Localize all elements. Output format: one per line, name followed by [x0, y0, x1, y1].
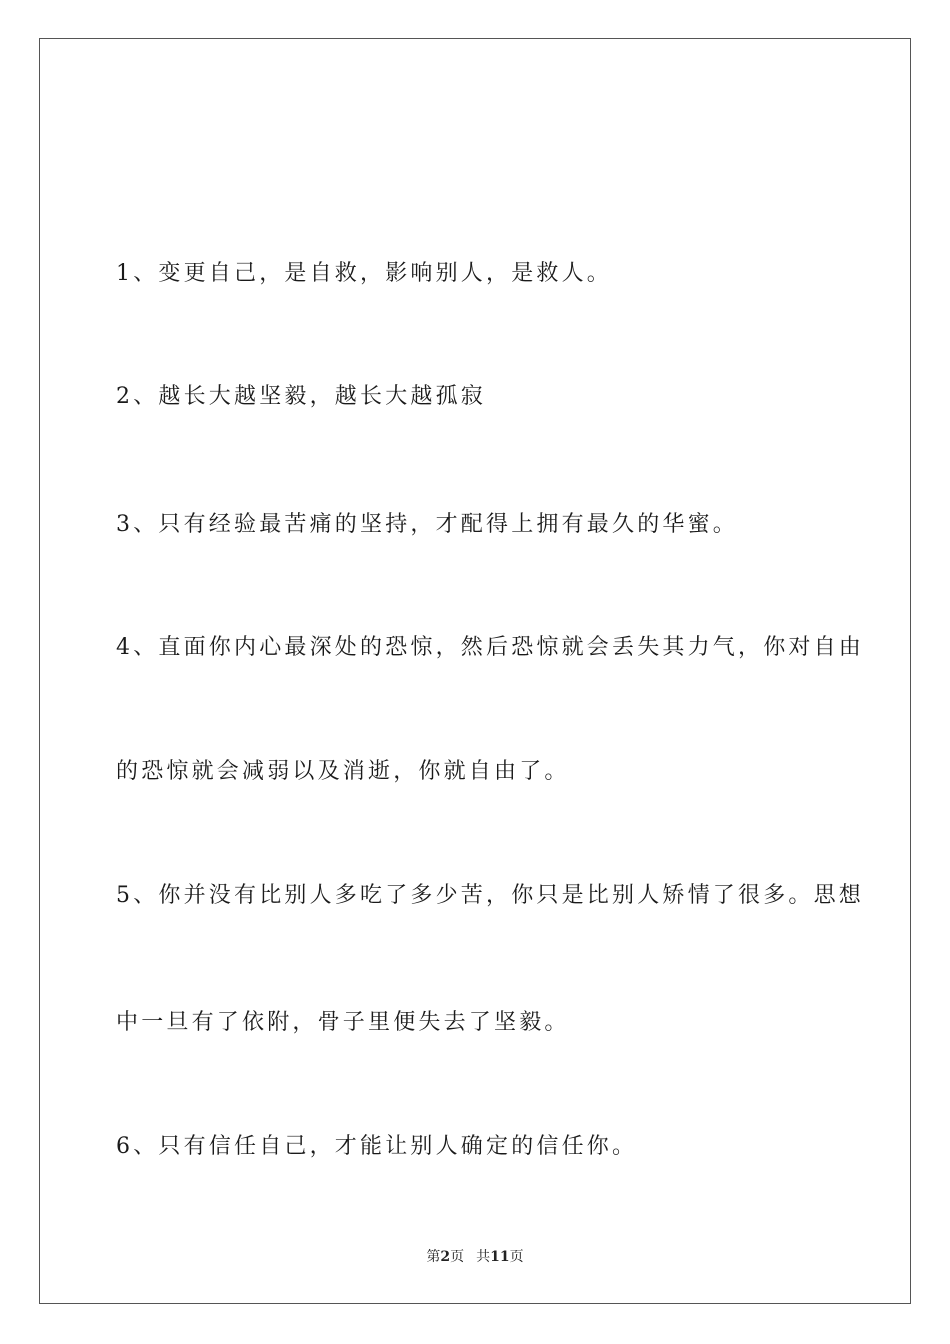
- text-line-2: 2、越长大越坚毅，越长大越孤寂: [116, 384, 486, 409]
- text-line-7: 中一旦有了依附，骨子里便失去了坚毅。: [116, 1010, 570, 1035]
- page-prefix: 第: [426, 1249, 441, 1265]
- text-line-3: 3、只有经验最苦痛的坚持，才配得上拥有最久的华蜜。: [116, 512, 738, 537]
- text-line-1: 1、变更自己，是自救，影响别人，是救人。: [116, 261, 612, 286]
- text-line-4: 4、直面你内心最深处的恐惊，然后恐惊就会丢失其力气，你对自由: [116, 635, 864, 660]
- current-page-number: 2: [440, 1249, 451, 1265]
- text-line-5: 的恐惊就会减弱以及消逝，你就自由了。: [116, 759, 570, 784]
- text-line-6: 5、你并没有比别人多吃了多少苦，你只是比别人矫情了很多。思想: [116, 883, 864, 908]
- page-frame: [39, 38, 911, 1304]
- total-page-number: 11: [490, 1249, 510, 1265]
- total-prefix: 共: [476, 1249, 491, 1265]
- text-line-8: 6、只有信任自己，才能让别人确定的信任你。: [116, 1134, 638, 1159]
- total-suffix: 页: [509, 1249, 524, 1265]
- page-suffix: 页: [450, 1249, 465, 1265]
- page-footer: [0, 1247, 950, 1267]
